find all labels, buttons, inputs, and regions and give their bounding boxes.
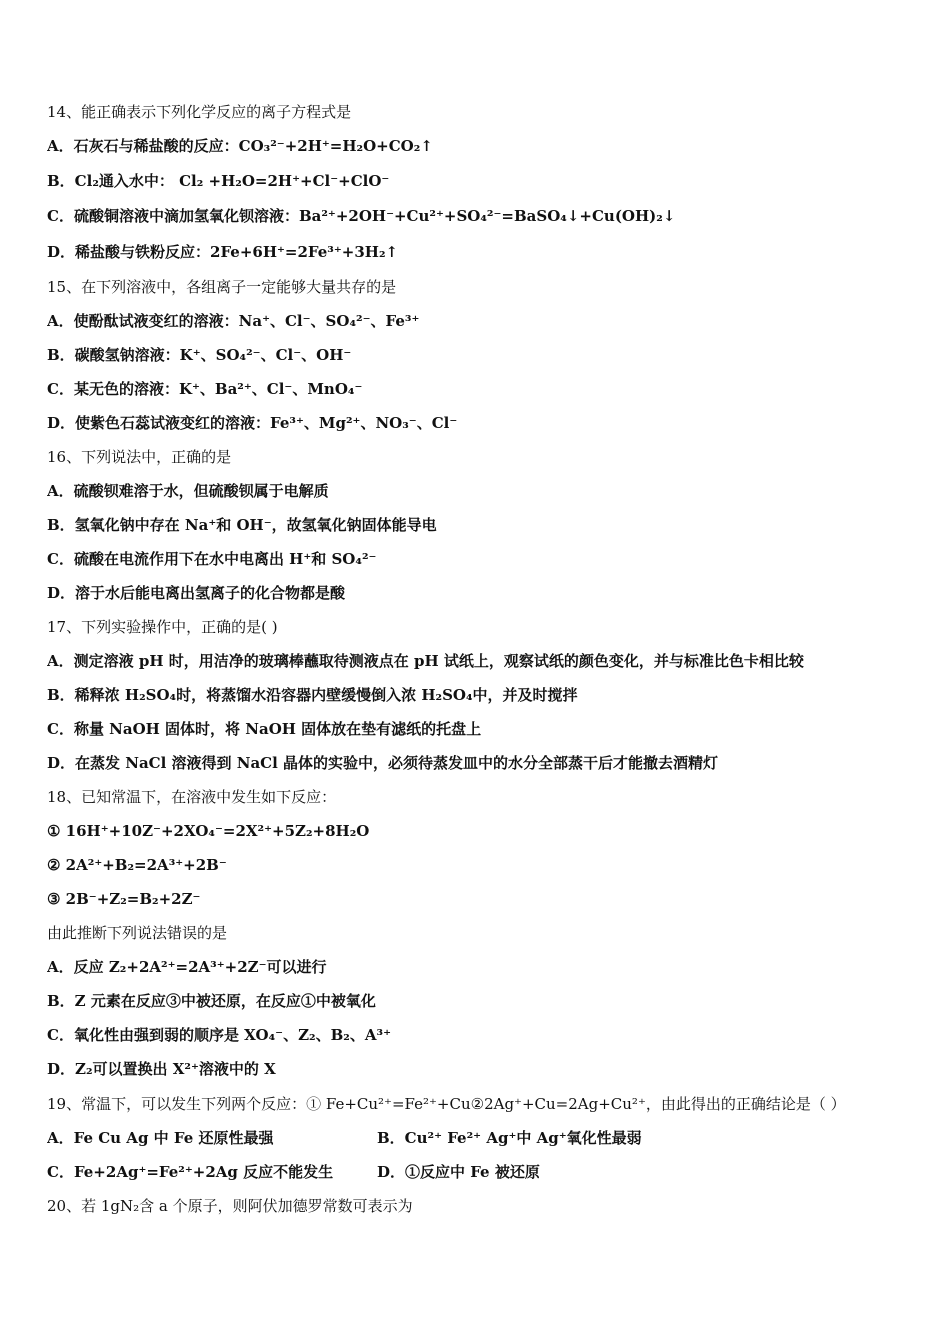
question-15-option-b: B．碳酸氢钠溶液：K⁺、SO₄²⁻、Cl⁻、OH⁻ [47,346,352,364]
question-18-reaction-3: ③ 2B⁻+Z₂=B₂+2Z⁻ [47,890,201,908]
question-16-option-c: C．硫酸在电流作用下在水中电离出 H⁺和 SO₄²⁻ [47,550,377,568]
question-14-option-d: D．稀盐酸与铁粉反应：2Fe+6H⁺=2Fe³⁺+3H₂↑ [47,243,399,261]
question-18-option-c: C．氧化性由强到弱的顺序是 XO₄⁻、Z₂、B₂、A³⁺ [47,1026,391,1044]
question-16-stem: 16、下列说法中，正确的是 [47,448,232,466]
question-14-option-a: A．石灰石与稀盐酸的反应：CO₃²⁻+2H⁺=H₂O+CO₂↑ [47,137,433,155]
question-18-option-b: B．Z 元素在反应③中被还原，在反应①中被氧化 [47,992,376,1010]
question-15-option-d: D．使紫色石蕊试液变红的溶液：Fe³⁺、Mg²⁺、NO₃⁻、Cl⁻ [47,414,458,432]
question-18-option-a: A．反应 Z₂+2A²⁺=2A³⁺+2Z⁻可以进行 [47,958,327,976]
question-15-option-c: C．某无色的溶液：K⁺、Ba²⁺、Cl⁻、MnO₄⁻ [47,380,363,398]
question-16-option-b: B．氢氧化钠中存在 Na⁺和 OH⁻，故氢氧化钠固体能导电 [47,516,437,534]
question-19-stem: 19、常温下，可以发生下列两个反应：① Fe+Cu²⁺=Fe²⁺+Cu②2Ag⁺+Cu=2Ag+Cu²⁺，由此得出的正确结论是（ ） [47,1095,846,1113]
question-19-option-c: C．Fe+2Ag⁺=Fe²⁺+2Ag 反应不能发生 [47,1163,334,1181]
question-17-option-c: C．称量 NaOH 固体时，将 NaOH 固体放在垫有滤纸的托盘上 [47,720,482,738]
question-18-lead: 由此推断下列说法错误的是 [47,924,228,942]
question-19-option-d: D．①反应中 Fe 被还原 [377,1163,540,1181]
question-18-reaction-2: ② 2A²⁺+B₂=2A³⁺+2B⁻ [47,856,227,874]
question-16-option-d: D．溶于水后能电离出氢离子的化合物都是酸 [47,584,346,602]
question-16-option-a: A．硫酸钡难溶于水，但硫酸钡属于电解质 [47,482,329,500]
question-19-option-a: A．Fe Cu Ag 中 Fe 还原性最强 [47,1129,274,1147]
question-20-stem: 20、若 1gN₂含 a 个原子，则阿伏加德罗常数可表示为 [47,1197,413,1215]
question-18-stem: 18、已知常温下，在溶液中发生如下反应： [47,788,337,806]
question-17-stem: 17、下列实验操作中，正确的是( ) [47,618,278,636]
question-17-option-a: A．测定溶液 pH 时，用洁净的玻璃棒蘸取待测液点在 pH 试纸上，观察试纸的颜色变化，并与标准比色卡相比较 [47,652,804,670]
question-14-option-c: C．硫酸铜溶液中滴加氢氧化钡溶液：Ba²⁺+2OH⁻+Cu²⁺+SO₄²⁻=BaSO₄↓+Cu(OH)₂↓ [47,207,676,225]
question-18-reaction-1: ① 16H⁺+10Z⁻+2XO₄⁻=2X²⁺+5Z₂+8H₂O [47,822,370,840]
question-18-option-d: D．Z₂可以置换出 X²⁺溶液中的 X [47,1060,276,1078]
question-14-stem: 14、能正确表示下列化学反应的离子方程式是 [47,103,352,121]
question-15-option-a: A．使酚酞试液变红的溶液：Na⁺、Cl⁻、SO₄²⁻、Fe³⁺ [47,312,420,330]
question-14-option-b: B．Cl₂通入水中： Cl₂ +H₂O=2H⁺+Cl⁻+ClO⁻ [47,172,390,190]
question-17-option-d: D．在蒸发 NaCl 溶液得到 NaCl 晶体的实验中，必须待蒸发皿中的水分全部蒸干后才能撤去酒精灯 [47,754,719,772]
question-19-option-b: B．Cu²⁺ Fe²⁺ Ag⁺中 Ag⁺氧化性最弱 [377,1129,642,1147]
question-15-stem: 15、在下列溶液中，各组离子一定能够大量共存的是 [47,278,397,296]
question-17-option-b: B．稀释浓 H₂SO₄时，将蒸馏水沿容器内壁缓慢倒入浓 H₂SO₄中，并及时搅拌 [47,686,578,704]
